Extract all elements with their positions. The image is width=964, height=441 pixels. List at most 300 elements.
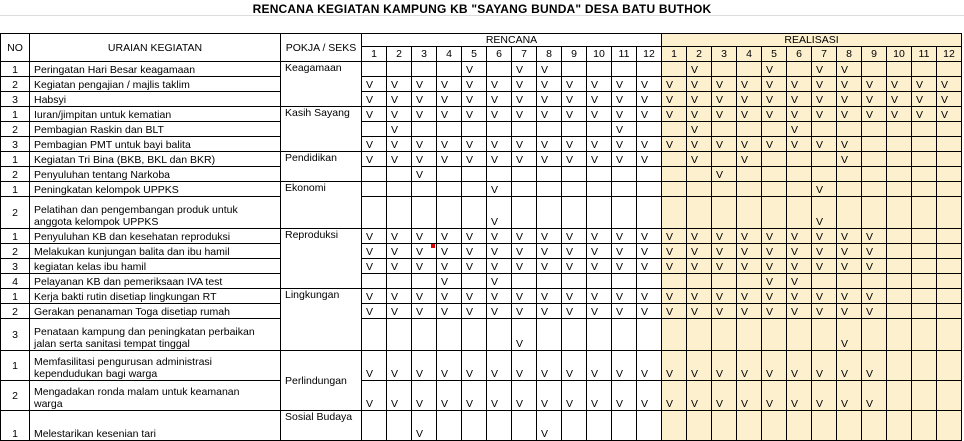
check-mark: V — [766, 109, 774, 121]
realisasi-month-cell — [762, 351, 787, 381]
check-mark: V — [391, 124, 399, 136]
check-mark: V — [491, 246, 499, 258]
rencana-month-cell — [537, 304, 562, 319]
realisasi-month-cell — [787, 182, 812, 197]
check-mark: V — [391, 398, 399, 410]
rencana-month-cell — [462, 289, 487, 304]
realisasi-month-cell — [937, 77, 962, 92]
realisasi-month-cell — [912, 197, 937, 229]
check-mark: V — [816, 109, 824, 121]
realisasi-month-cell — [762, 167, 787, 182]
realisasi-month-cell — [937, 289, 962, 304]
realisasi-month-cell — [862, 92, 887, 107]
check-mark: V — [641, 306, 649, 318]
rencana-month-cell — [512, 137, 537, 152]
rencana-month-cell — [637, 107, 662, 122]
rencana-month-cell — [437, 182, 462, 197]
rencana-month-header-text: 2 — [396, 48, 402, 60]
activity-line: anggota kelompok UPPKS — [34, 216, 159, 228]
realisasi-month-cell — [887, 351, 912, 381]
check-mark: V — [841, 109, 849, 121]
check-mark: V — [466, 79, 474, 91]
realisasi-month-cell — [712, 289, 737, 304]
realisasi-month-cell — [937, 197, 962, 229]
check-mark: V — [791, 261, 799, 273]
rencana-month-cell — [437, 381, 462, 411]
realisasi-month-cell — [712, 182, 737, 197]
rencana-month-cell — [487, 319, 512, 351]
check-mark: V — [841, 291, 849, 303]
check-mark: V — [691, 246, 699, 258]
rencana-month-cell — [637, 259, 662, 274]
check-mark: V — [366, 139, 374, 151]
check-mark: V — [491, 184, 499, 196]
check-mark: V — [841, 338, 849, 350]
check-mark: V — [541, 291, 549, 303]
check-mark: V — [691, 261, 699, 273]
check-mark: V — [541, 231, 549, 243]
row-number-text: 3 — [12, 261, 18, 273]
row-number — [0, 77, 30, 92]
check-mark: V — [641, 368, 649, 380]
rencana-month-cell — [387, 62, 412, 77]
check-mark: V — [516, 94, 524, 106]
activity-description — [30, 304, 281, 319]
rencana-month-cell — [437, 122, 462, 137]
rencana-month-cell — [462, 62, 487, 77]
realisasi-month-cell — [737, 411, 762, 441]
realisasi-month-cell — [937, 182, 962, 197]
rencana-month-cell — [637, 274, 662, 289]
check-mark: V — [591, 261, 599, 273]
realisasi-month-cell — [762, 77, 787, 92]
rencana-month-cell — [362, 319, 387, 351]
realisasi-month-cell — [762, 381, 787, 411]
check-mark: V — [641, 246, 649, 258]
check-mark: V — [441, 231, 449, 243]
check-mark: V — [666, 139, 674, 151]
activity-description — [30, 77, 281, 92]
realisasi-month-cell — [912, 319, 937, 351]
row-number-text: 3 — [12, 139, 18, 151]
realisasi-month-cell — [687, 197, 712, 229]
check-mark: V — [816, 79, 824, 91]
check-mark: V — [541, 428, 549, 440]
activity-line: kependudukan bagi warga — [34, 368, 158, 380]
realisasi-month-cell — [812, 411, 837, 441]
rencana-month-cell — [462, 182, 487, 197]
check-mark: V — [741, 368, 749, 380]
sheet-title: RENCANA KEGIATAN KAMPUNG KB "SAYANG BUNDA" DESA BATU BUTHOK — [252, 2, 712, 16]
rencana-month-cell — [537, 259, 562, 274]
check-mark: V — [716, 368, 724, 380]
rencana-month-cell — [612, 197, 637, 229]
realisasi-month-cell — [937, 304, 962, 319]
check-mark: V — [791, 79, 799, 91]
check-mark: V — [541, 64, 549, 76]
rencana-month-cell — [412, 259, 437, 274]
check-mark: V — [716, 306, 724, 318]
realisasi-month-cell — [887, 244, 912, 259]
realisasi-month-cell — [812, 351, 837, 381]
realisasi-month-cell — [687, 351, 712, 381]
rencana-month-cell — [462, 122, 487, 137]
realisasi-month-cell — [712, 167, 737, 182]
rencana-month-cell — [362, 62, 387, 77]
realisasi-month-cell — [937, 152, 962, 167]
activity-description — [30, 152, 281, 167]
check-mark: V — [841, 79, 849, 91]
check-mark: V — [416, 109, 424, 121]
rencana-month-header — [587, 47, 612, 62]
rencana-month-cell — [387, 77, 412, 92]
check-mark: V — [891, 109, 899, 121]
activity-description — [30, 229, 281, 244]
realisasi-month-cell — [687, 137, 712, 152]
rencana-month-cell — [437, 229, 462, 244]
realisasi-month-cell — [862, 152, 887, 167]
check-mark: V — [641, 79, 649, 91]
rencana-month-cell — [587, 107, 612, 122]
check-mark: V — [491, 368, 499, 380]
check-mark: V — [516, 338, 524, 350]
realisasi-month-cell — [687, 411, 712, 441]
rencana-month-cell — [587, 411, 612, 441]
rencana-month-cell — [562, 137, 587, 152]
realisasi-month-header-text: 11 — [918, 48, 930, 60]
rencana-month-cell — [462, 244, 487, 259]
check-mark: V — [541, 306, 549, 318]
rencana-month-cell — [437, 197, 462, 229]
realisasi-month-cell — [737, 244, 762, 259]
check-mark: V — [866, 398, 874, 410]
realisasi-month-cell — [837, 107, 862, 122]
rencana-month-cell — [512, 351, 537, 381]
row-number-text: 2 — [12, 169, 18, 181]
rencana-month-header-text: 11 — [618, 48, 630, 60]
activity-line: Kerja bakti rutin disetiap lingkungan RT — [34, 291, 217, 303]
check-mark: V — [841, 368, 849, 380]
rencana-month-cell — [562, 152, 587, 167]
rencana-month-cell — [362, 244, 387, 259]
header-no-text: NO — [7, 41, 23, 54]
row-number-text: 1 — [12, 184, 18, 196]
row-number — [0, 92, 30, 107]
activity-description — [30, 259, 281, 274]
realisasi-month-cell — [837, 381, 862, 411]
realisasi-month-cell — [937, 62, 962, 77]
realisasi-month-cell — [662, 244, 687, 259]
check-mark: V — [766, 231, 774, 243]
rencana-month-cell — [612, 304, 637, 319]
realisasi-month-cell — [812, 137, 837, 152]
rencana-month-cell — [537, 274, 562, 289]
realisasi-month-cell — [887, 77, 912, 92]
realisasi-month-cell — [662, 289, 687, 304]
rencana-month-cell — [462, 92, 487, 107]
activity-line: warga — [34, 398, 63, 410]
rencana-month-cell — [587, 274, 612, 289]
check-mark: V — [841, 306, 849, 318]
check-mark: V — [791, 398, 799, 410]
check-mark: V — [641, 139, 649, 151]
check-mark: V — [691, 124, 699, 136]
realisasi-month-cell — [862, 411, 887, 441]
check-mark: V — [716, 246, 724, 258]
rencana-month-cell — [437, 77, 462, 92]
check-mark: V — [591, 246, 599, 258]
check-mark: V — [791, 94, 799, 106]
rencana-month-cell — [387, 304, 412, 319]
realisasi-month-cell — [862, 259, 887, 274]
realisasi-month-cell — [912, 411, 937, 441]
rencana-month-cell — [637, 381, 662, 411]
check-mark: V — [441, 94, 449, 106]
rencana-month-header — [462, 47, 487, 62]
row-number — [0, 62, 30, 77]
check-mark: V — [391, 231, 399, 243]
realisasi-month-cell — [762, 304, 787, 319]
row-number — [0, 351, 30, 381]
header-realisasi — [662, 33, 962, 47]
realisasi-month-cell — [787, 92, 812, 107]
check-mark: V — [616, 398, 624, 410]
realisasi-month-cell — [787, 107, 812, 122]
check-mark: V — [591, 231, 599, 243]
check-mark: V — [616, 139, 624, 151]
realisasi-month-header-text: 6 — [796, 48, 802, 60]
realisasi-month-cell — [937, 319, 962, 351]
rencana-month-cell — [437, 244, 462, 259]
check-mark: V — [766, 261, 774, 273]
check-mark: V — [441, 246, 449, 258]
row-number-text: 1 — [12, 231, 18, 243]
realisasi-month-cell — [862, 167, 887, 182]
rencana-month-cell — [512, 77, 537, 92]
header-pokja-text: POKJA / SEKS — [285, 41, 357, 54]
realisasi-month-cell — [762, 411, 787, 441]
rencana-month-cell — [587, 259, 612, 274]
activity-description — [30, 289, 281, 304]
check-mark: V — [366, 154, 374, 166]
rencana-month-cell — [637, 167, 662, 182]
pokja-label — [281, 411, 362, 441]
rencana-month-cell — [487, 122, 512, 137]
check-mark: V — [441, 368, 449, 380]
row-number — [0, 122, 30, 137]
rencana-month-cell — [387, 197, 412, 229]
check-mark: V — [641, 94, 649, 106]
rencana-month-cell — [362, 259, 387, 274]
rencana-month-cell — [437, 259, 462, 274]
rencana-month-cell — [562, 351, 587, 381]
check-mark: V — [766, 291, 774, 303]
realisasi-month-cell — [937, 107, 962, 122]
check-mark: V — [441, 276, 449, 288]
rencana-month-cell — [612, 182, 637, 197]
rencana-month-cell — [562, 107, 587, 122]
check-mark: V — [516, 291, 524, 303]
check-mark: V — [791, 231, 799, 243]
check-mark: V — [441, 306, 449, 318]
check-mark: V — [816, 246, 824, 258]
check-mark: V — [766, 368, 774, 380]
check-mark: V — [366, 368, 374, 380]
realisasi-month-cell — [687, 319, 712, 351]
check-mark: V — [491, 94, 499, 106]
rencana-month-cell — [387, 259, 412, 274]
check-mark: V — [616, 154, 624, 166]
check-mark: V — [616, 124, 624, 136]
realisasi-month-cell — [787, 351, 812, 381]
pokja-label-text: Keagamaan — [285, 62, 342, 74]
realisasi-month-cell — [737, 351, 762, 381]
rencana-month-cell — [362, 182, 387, 197]
realisasi-month-cell — [687, 244, 712, 259]
realisasi-month-cell — [737, 274, 762, 289]
check-mark: V — [841, 398, 849, 410]
check-mark: V — [416, 94, 424, 106]
header-uraian — [30, 33, 281, 62]
rencana-month-cell — [412, 107, 437, 122]
rencana-month-cell — [612, 62, 637, 77]
realisasi-month-cell — [812, 182, 837, 197]
rencana-month-header — [487, 47, 512, 62]
rencana-month-cell — [587, 381, 612, 411]
realisasi-month-cell — [887, 137, 912, 152]
rencana-month-cell — [612, 77, 637, 92]
realisasi-month-cell — [887, 411, 912, 441]
rencana-month-cell — [562, 411, 587, 441]
pokja-label — [281, 152, 362, 182]
check-mark: V — [516, 109, 524, 121]
check-mark: V — [566, 79, 574, 91]
rencana-month-cell — [562, 77, 587, 92]
realisasi-month-cell — [787, 62, 812, 77]
realisasi-month-cell — [812, 229, 837, 244]
rencana-month-cell — [537, 122, 562, 137]
activity-description — [30, 92, 281, 107]
check-mark: V — [816, 231, 824, 243]
check-mark: V — [666, 398, 674, 410]
check-mark: V — [716, 398, 724, 410]
realisasi-month-cell — [662, 197, 687, 229]
realisasi-month-cell — [787, 77, 812, 92]
rencana-month-cell — [537, 92, 562, 107]
rencana-month-cell — [587, 152, 612, 167]
check-mark: V — [391, 306, 399, 318]
activity-line: Mengadakan ronda malam untuk keamanan — [34, 386, 240, 398]
row-number-text: 2 — [12, 79, 18, 91]
check-mark: V — [541, 261, 549, 273]
row-number — [0, 244, 30, 259]
rencana-month-cell — [437, 107, 462, 122]
rencana-month-cell — [562, 62, 587, 77]
realisasi-month-cell — [762, 122, 787, 137]
check-mark: V — [366, 79, 374, 91]
realisasi-month-cell — [787, 381, 812, 411]
realisasi-month-cell — [787, 152, 812, 167]
pokja-label-text: Reproduksi — [285, 229, 339, 241]
check-mark: V — [566, 368, 574, 380]
realisasi-month-cell — [887, 182, 912, 197]
realisasi-month-cell — [837, 289, 862, 304]
realisasi-month-header — [887, 47, 912, 62]
realisasi-month-cell — [862, 289, 887, 304]
check-mark: V — [691, 64, 699, 76]
check-mark: V — [541, 139, 549, 151]
check-mark: V — [391, 368, 399, 380]
rencana-month-cell — [612, 381, 637, 411]
rencana-month-cell — [562, 182, 587, 197]
rencana-month-cell — [362, 351, 387, 381]
row-number — [0, 182, 30, 197]
rencana-month-cell — [587, 182, 612, 197]
rencana-month-cell — [487, 62, 512, 77]
rencana-month-cell — [387, 351, 412, 381]
row-number-text: 2 — [12, 206, 18, 219]
realisasi-month-cell — [662, 152, 687, 167]
rencana-month-cell — [412, 351, 437, 381]
check-mark: V — [716, 231, 724, 243]
activity-line: Penataan kampung dan peningkatan perbaikan — [34, 326, 255, 338]
pokja-label-text: Sosial Budaya — [285, 411, 353, 423]
rencana-month-cell — [612, 152, 637, 167]
realisasi-month-cell — [662, 229, 687, 244]
header-rencana-text: RENCANA — [485, 34, 538, 46]
realisasi-month-cell — [787, 122, 812, 137]
row-number — [0, 259, 30, 274]
row-number — [0, 304, 30, 319]
row-number — [0, 107, 30, 122]
realisasi-month-cell — [712, 77, 737, 92]
pokja-label-text: Perlindungan — [285, 374, 347, 387]
check-mark: V — [516, 246, 524, 258]
check-mark: V — [416, 139, 424, 151]
realisasi-month-cell — [787, 289, 812, 304]
rencana-month-cell — [637, 229, 662, 244]
check-mark: V — [516, 398, 524, 410]
rencana-month-cell — [362, 77, 387, 92]
realisasi-month-cell — [887, 167, 912, 182]
realisasi-month-cell — [837, 197, 862, 229]
check-mark: V — [791, 124, 799, 136]
check-mark: V — [416, 368, 424, 380]
check-mark: V — [641, 154, 649, 166]
check-mark: V — [541, 368, 549, 380]
row-number — [0, 319, 30, 351]
rencana-month-cell — [562, 274, 587, 289]
rencana-month-cell — [387, 92, 412, 107]
check-mark: V — [866, 368, 874, 380]
realisasi-month-cell — [762, 244, 787, 259]
check-mark: V — [391, 261, 399, 273]
check-mark: V — [866, 94, 874, 106]
rencana-month-cell — [412, 182, 437, 197]
check-mark: V — [841, 246, 849, 258]
rencana-month-cell — [437, 411, 462, 441]
pokja-label-text: Lingkungan — [285, 289, 340, 301]
rencana-month-cell — [512, 182, 537, 197]
check-mark: V — [541, 398, 549, 410]
realisasi-month-header — [937, 47, 962, 62]
check-mark: V — [616, 231, 624, 243]
realisasi-month-header-text: 10 — [893, 48, 905, 60]
rencana-month-cell — [512, 289, 537, 304]
rencana-month-cell — [412, 197, 437, 229]
realisasi-month-cell — [862, 244, 887, 259]
realisasi-month-cell — [887, 319, 912, 351]
